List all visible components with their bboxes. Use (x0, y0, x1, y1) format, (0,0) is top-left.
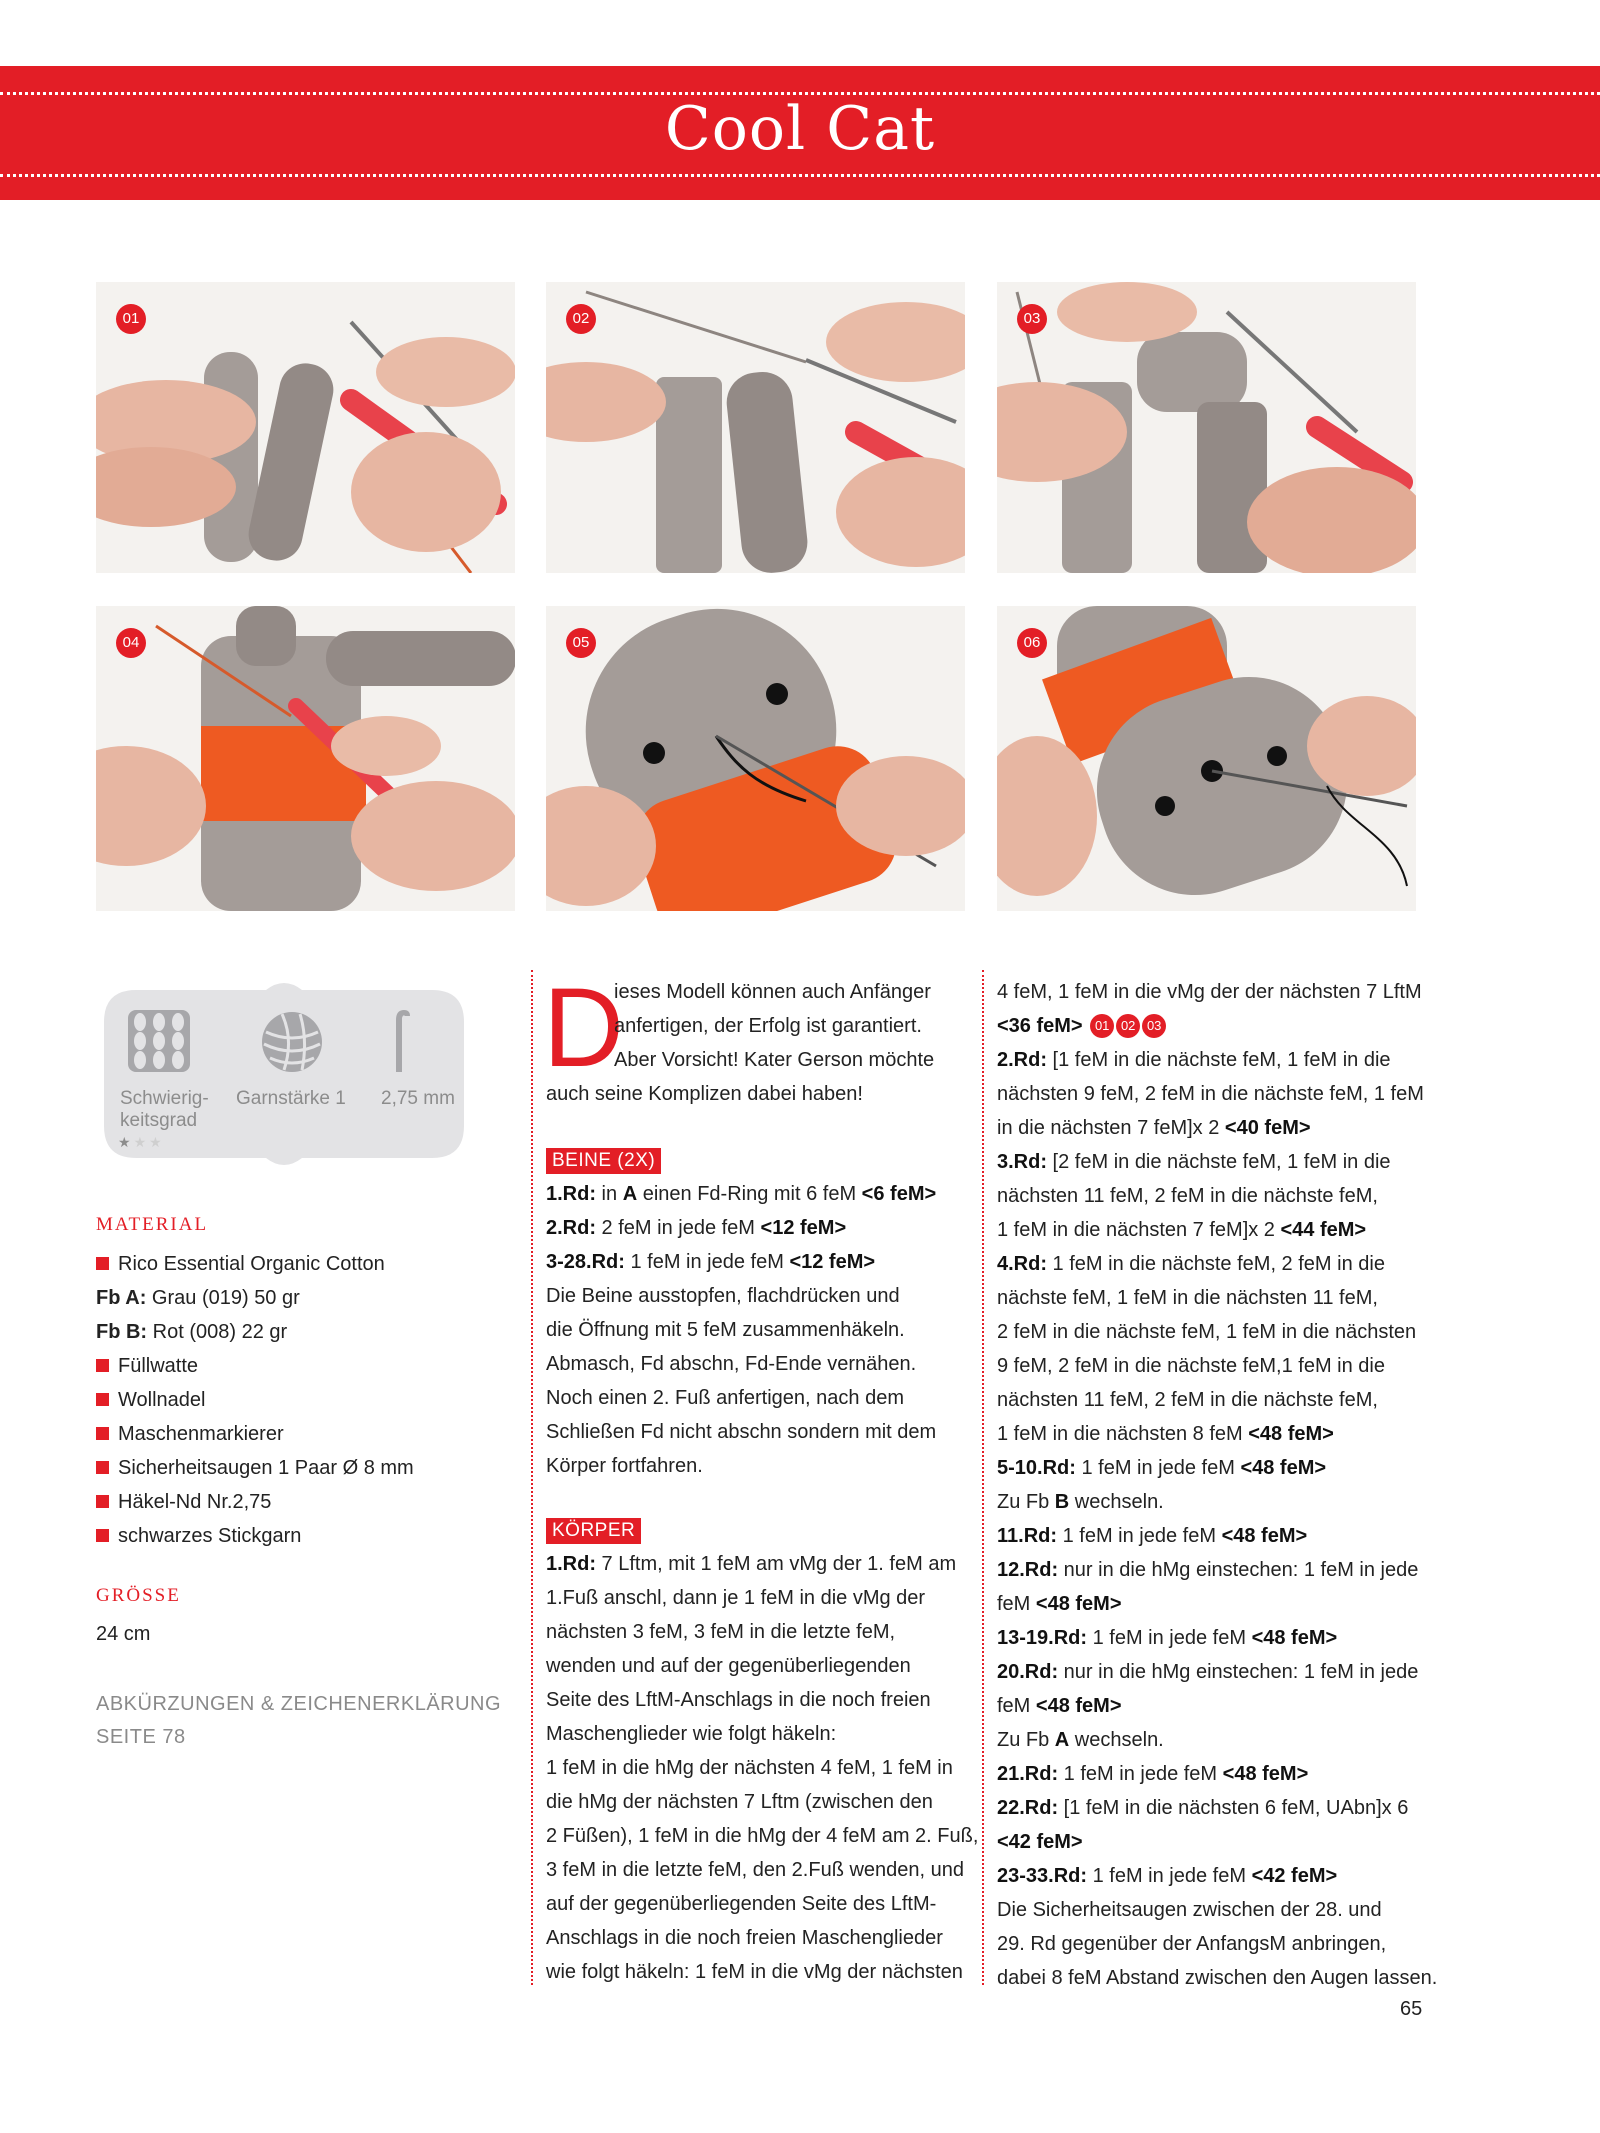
stitch-count: <42 feM> (1251, 1865, 1338, 1887)
round-text: 1 feM in die nächsten 7 feM]x 2 (997, 1219, 1281, 1241)
round-label: 4.Rd: (997, 1253, 1047, 1275)
material-item (96, 1281, 496, 1315)
material-item (96, 1519, 496, 1553)
round-text: [2 feM in die nächste feM, 1 feM in die (1047, 1151, 1391, 1173)
text-line: Anschlags in die noch freien Maschenglieder (546, 1927, 943, 1949)
step-photo-05 (546, 606, 965, 911)
abbreviations-page: SEITE 78 (96, 1726, 186, 1748)
round-text: 1 feM in die nächsten 8 feM (997, 1423, 1249, 1445)
round-text: 7 Lftm, mit 1 feM am vMg der 1. feM am (596, 1553, 957, 1575)
step-photo-01 (96, 282, 515, 573)
round-line (997, 1451, 1437, 1485)
material-heading: MATERIAL (96, 1214, 209, 1235)
round-text: nur in die hMg einstechen: 1 feM in jede (1058, 1559, 1419, 1581)
stitch-count: <48 feM> (1248, 1423, 1334, 1445)
round-line (546, 1177, 936, 1211)
step-ref-badge: 03 (1142, 1014, 1166, 1038)
round-text: wechseln. (1069, 1729, 1164, 1751)
text-line: nächsten 9 feM, 2 feM in die nächste feM, 1 feM (997, 1083, 1424, 1105)
difficulty-label (120, 1088, 209, 1132)
round-line (997, 1689, 1437, 1723)
round-label: 1.Rd: (546, 1183, 596, 1205)
round-text: [1 feM in die nächste feM, 1 feM in die (1047, 1049, 1391, 1071)
step-number-badge: 06 (1017, 628, 1047, 658)
legs-heading: BEINE (2X) (546, 1148, 661, 1174)
material-list (96, 1247, 496, 1553)
page-number: 65 (1400, 1998, 1423, 2020)
stitch-count: <48 feM> (1035, 1695, 1122, 1717)
body-heading: KÖRPER (546, 1518, 641, 1544)
text-line: Die Beine ausstopfen, flachdrücken und (546, 1285, 900, 1307)
step-photo-06 (997, 606, 1416, 911)
round-line (997, 1587, 1437, 1621)
bullet-square-icon (96, 1461, 109, 1474)
material-item-text: Grau (019) 50 gr (151, 1287, 300, 1309)
banner-dotted-line-bottom (0, 174, 1600, 177)
intro-line: Aber Vorsicht! Kater Gerson möchte (614, 1049, 935, 1071)
round-line (997, 1825, 1437, 1859)
round-text: 2 feM in jede feM (596, 1217, 761, 1239)
round-label: 2.Rd: (546, 1217, 596, 1239)
round-line (997, 1655, 1437, 1689)
text-line: 2 feM in die nächste feM, 1 feM in die nächsten (997, 1321, 1417, 1343)
text-line: Seite des LftM-Anschlags in die noch freien (546, 1689, 931, 1711)
size-value: 24 cm (96, 1623, 151, 1645)
step-number-badge: 03 (1017, 304, 1047, 334)
color-code: A (622, 1183, 638, 1205)
intro-text-indented (614, 975, 934, 1077)
text-line: 1.Fuß anschl, dann je 1 feM in die vMg der (546, 1587, 926, 1609)
round-text: nur in die hMg einstechen: 1 feM in jede (1058, 1661, 1419, 1683)
abbreviations-reference (96, 1688, 501, 1754)
round-line (997, 1213, 1437, 1247)
material-item (96, 1485, 496, 1519)
round-text: 1 feM in jede feM (1057, 1525, 1222, 1547)
text-line: nächsten 11 feM, 2 feM in die nächste feM, (997, 1389, 1378, 1411)
material-item (96, 1315, 496, 1349)
round-text: einen Fd-Ring mit 6 feM (637, 1183, 862, 1205)
difficulty-stars (118, 1134, 165, 1151)
intro-line: anfertigen, der Erfolg ist garantiert. (614, 1015, 922, 1037)
round-label: 20.Rd: (997, 1661, 1059, 1683)
stitch-count: <12 feM> (760, 1217, 847, 1239)
text-line: Noch einen 2. Fuß anfertigen, nach dem (546, 1387, 904, 1409)
stitch-count: <40 feM> (1224, 1117, 1311, 1139)
round-label: 11.Rd: (997, 1525, 1058, 1547)
round-text: feM (997, 1695, 1036, 1717)
color-switch-line (997, 1485, 1437, 1519)
intro-line: ieses Modell können auch Anfänger (614, 981, 931, 1003)
round-label: 23-33.Rd: (997, 1865, 1088, 1887)
bullet-square-icon (96, 1529, 109, 1542)
round-line (546, 1245, 936, 1279)
text-line: 1 feM in die hMg der nächsten 4 feM, 1 feM in (546, 1757, 953, 1779)
round-line (997, 1247, 1437, 1281)
text-line: Die Sicherheitsaugen zwischen der 28. und (997, 1899, 1382, 1921)
body-section (546, 1513, 978, 1989)
bullet-square-icon (96, 1359, 109, 1372)
material-item-text: Häkel-Nd Nr.2,75 (118, 1491, 272, 1513)
page-title: Cool Cat (664, 94, 936, 164)
hook-size-label: 2,75 mm (381, 1088, 455, 1109)
step-number-badge: 05 (566, 628, 596, 658)
text-line: die hMg der nächsten 7 Lftm (zwischen den (546, 1791, 933, 1813)
round-text: 1 feM in jede feM (624, 1251, 790, 1273)
color-code: B (1054, 1491, 1070, 1513)
round-text: Zu Fb (997, 1491, 1055, 1513)
star-empty: ★ (149, 1134, 165, 1150)
crochet-hook-icon (386, 1006, 416, 1076)
step-number-badge: 01 (116, 304, 146, 334)
text-line: 29. Rd gegenüber der AnfangsM anbringen, (997, 1933, 1387, 1955)
text-line: wenden und auf der gegenüberliegenden (546, 1655, 911, 1677)
material-item-text: schwarzes Stickgarn (118, 1525, 302, 1547)
round-line (997, 1757, 1437, 1791)
step-photo-04 (96, 606, 515, 911)
step-ref-badge: 01 (1090, 1014, 1114, 1038)
material-item-text: Wollnadel (118, 1389, 206, 1411)
star-filled: ★ (118, 1134, 134, 1150)
stitch-count: <36 feM> (997, 1015, 1083, 1037)
text-line: wie folgt häkeln: 1 feM in die vMg der nächsten (546, 1961, 963, 1983)
text-line: nächsten 3 feM, 3 feM in die letzte feM, (546, 1621, 896, 1643)
stitch-count: <44 feM> (1280, 1219, 1367, 1241)
material-item (96, 1383, 496, 1417)
body-continued (997, 975, 1437, 1995)
stitch-count: <12 feM> (789, 1251, 876, 1273)
text-line: nächsten 11 feM, 2 feM in die nächste feM, (997, 1185, 1378, 1207)
stitch-count: <48 feM> (1251, 1627, 1338, 1649)
round-text: in die nächsten 7 feM]x 2 (997, 1117, 1225, 1139)
round-text: [1 feM in die nächsten 6 feM, UAbn]x 6 (1058, 1797, 1409, 1819)
material-item-text: Rico Essential Organic Cotton (118, 1253, 385, 1275)
round-label: 1.Rd: (546, 1553, 596, 1575)
color-code: A (1054, 1729, 1070, 1751)
yarn-ball-icon (260, 1010, 324, 1074)
round-line (997, 1621, 1437, 1655)
round-label: 3.Rd: (997, 1151, 1047, 1173)
round-text: 1 feM in jede feM (1087, 1865, 1252, 1887)
text-line: Abmasch, Fd abschn, Fd-Ende vernähen. (546, 1353, 917, 1375)
material-item-text: Maschenmarkierer (118, 1423, 284, 1445)
material-item (96, 1417, 496, 1451)
text-line: nächste feM, 1 feM in die nächsten 11 feM, (997, 1287, 1378, 1309)
stitch-count: <48 feM> (1035, 1593, 1122, 1615)
drop-cap: D (543, 965, 624, 1090)
text-line: die Öffnung mit 5 feM zusammenhäkeln. (546, 1319, 905, 1341)
material-item-text: Füllwatte (118, 1355, 199, 1377)
step-photo-02 (546, 282, 965, 573)
color-switch-line (997, 1723, 1437, 1757)
text-line: auf der gegenüberliegenden Seite des LftM- (546, 1893, 937, 1915)
column-divider (531, 970, 533, 1985)
round-line (997, 1553, 1437, 1587)
bullet-square-icon (96, 1393, 109, 1406)
round-label: 12.Rd: (997, 1559, 1059, 1581)
round-label: 3-28.Rd: (546, 1251, 625, 1273)
legs-section (546, 1143, 936, 1483)
step-ref-badge: 02 (1116, 1014, 1140, 1038)
stitch-count: <48 feM> (1222, 1763, 1309, 1785)
round-text: 1 feM in die nächste feM, 2 feM in die (1047, 1253, 1385, 1275)
column-divider (982, 970, 984, 1985)
round-text: 1 feM in jede feM (1058, 1763, 1223, 1785)
difficulty-label-line1: Schwierig- (120, 1088, 209, 1109)
material-item-label: Fb A: (96, 1287, 147, 1309)
text-line: Schließen Fd nicht abschn sondern mit dem (546, 1421, 937, 1443)
yarn-weight-label: Garnstärke 1 (236, 1088, 346, 1109)
bullet-square-icon (96, 1495, 109, 1508)
text-line: 3 feM in die letzte feM, den 2.Fuß wenden, und (546, 1859, 965, 1881)
text-line: 2 Füßen), 1 feM in die hMg der 4 feM am 2. Fuß, (546, 1825, 979, 1847)
round-label: 2.Rd: (997, 1049, 1047, 1071)
info-box (96, 982, 472, 1166)
text-line: Körper fortfahren. (546, 1455, 703, 1477)
difficulty-label-line2: keitsgrad (120, 1110, 198, 1131)
bullet-square-icon (96, 1257, 109, 1270)
size-heading: GRÖSSE (96, 1585, 181, 1606)
round-text: 1 feM in jede feM (1075, 1457, 1241, 1479)
stitch-count: <48 feM> (1221, 1525, 1308, 1547)
round-line (546, 1547, 978, 1581)
material-item (96, 1349, 496, 1383)
round-label: 5-10.Rd: (997, 1457, 1076, 1479)
material-item-text: Sicherheitsaugen 1 Paar Ø 8 mm (118, 1457, 414, 1479)
material-item (96, 1451, 496, 1485)
round-text: Zu Fb (997, 1729, 1055, 1751)
round-label: 22.Rd: (997, 1797, 1059, 1819)
stitch-count: <48 feM> (1240, 1457, 1327, 1479)
step-number-badge: 02 (566, 304, 596, 334)
knit-swatch-icon (126, 1008, 192, 1074)
round-label: 21.Rd: (997, 1763, 1059, 1785)
stitch-count: <42 feM> (997, 1831, 1083, 1853)
round-line (997, 1417, 1437, 1451)
abbreviations-title: ABKÜRZUNGEN & ZEICHENERKLÄRUNG (96, 1693, 502, 1715)
material-item-label: Fb B: (96, 1321, 148, 1343)
round-text: wechseln. (1069, 1491, 1164, 1513)
text-line: Maschenglieder wie folgt häkeln: (546, 1723, 837, 1745)
round-text: feM (997, 1593, 1036, 1615)
round-line (997, 1043, 1437, 1077)
round-line (997, 1519, 1437, 1553)
round-line (997, 1859, 1437, 1893)
text-line: 4 feM, 1 feM in die vMg der der nächsten 7 LftM (997, 981, 1422, 1003)
round-line (997, 1145, 1437, 1179)
text-line: 9 feM, 2 feM in die nächste feM,1 feM in die (997, 1355, 1385, 1377)
material-item (96, 1247, 496, 1281)
step-number-badge: 04 (116, 628, 146, 658)
star-empty: ★ (133, 1134, 150, 1150)
title-banner (0, 66, 1600, 200)
round-line (997, 1111, 1437, 1145)
intro-text-last: auch seine Komplizen dabei haben! (546, 1083, 863, 1105)
stitch-count: <6 feM> (861, 1183, 937, 1205)
material-item-text: Rot (008) 22 gr (152, 1321, 288, 1343)
bullet-square-icon (96, 1427, 109, 1440)
text-line: dabei 8 feM Abstand zwischen den Augen lassen. (997, 1967, 1438, 1989)
step-photo-03 (997, 282, 1416, 573)
round-line (546, 1211, 936, 1245)
round-line (997, 1009, 1437, 1043)
round-text: in (596, 1183, 623, 1205)
round-line (997, 1791, 1437, 1825)
round-label: 13-19.Rd: (997, 1627, 1088, 1649)
round-text: 1 feM in jede feM (1087, 1627, 1252, 1649)
